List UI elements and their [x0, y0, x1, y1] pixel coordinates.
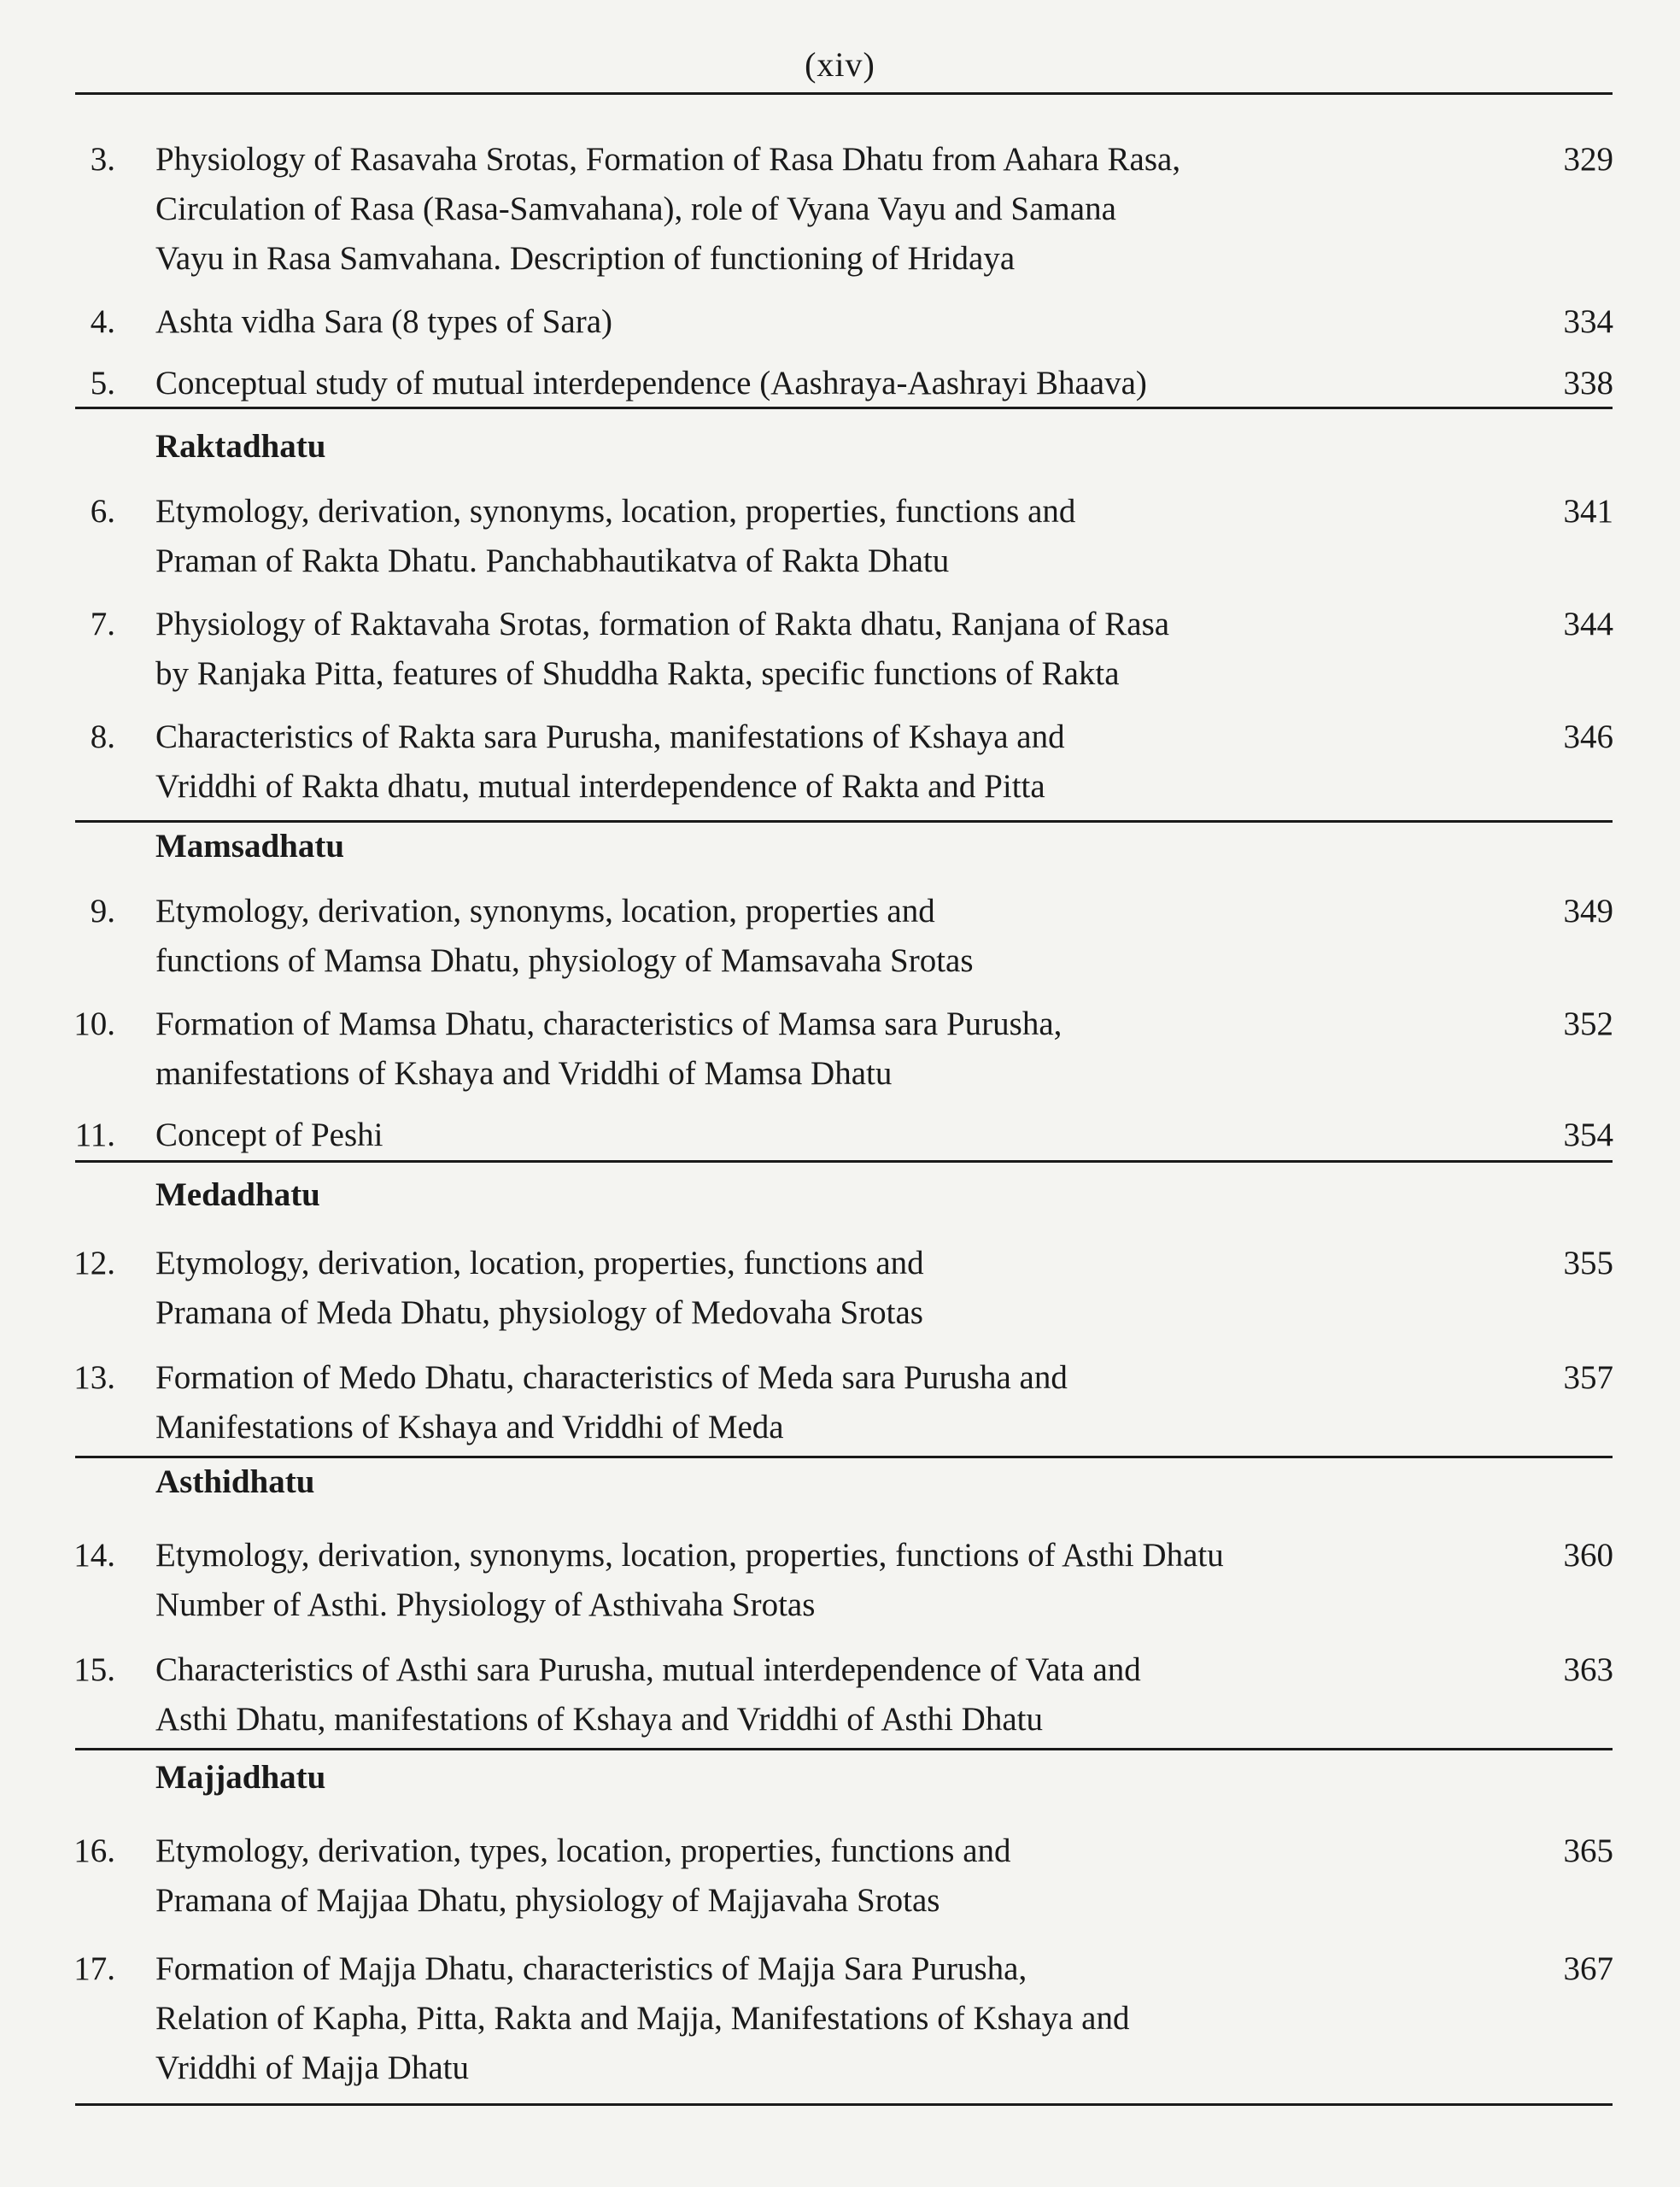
entry-number: 16.: [73, 1832, 115, 1869]
entry-page-number: 357: [1563, 1359, 1613, 1396]
entry-number: 13.: [73, 1359, 115, 1396]
entry-number: 5.: [90, 365, 115, 402]
entry-number: 12.: [73, 1245, 115, 1281]
section-rule: [75, 1748, 1613, 1750]
section-heading-medadhatu: Medadhatu: [155, 1176, 320, 1213]
entry-page-number: 360: [1563, 1537, 1613, 1574]
section-heading-asthidhatu: Asthidhatu: [155, 1463, 315, 1500]
entry-line: Formation of Majja Dhatu, characteristics of Majja Sara Purusha,: [155, 1950, 1027, 1987]
page-folio: (xiv): [805, 45, 875, 84]
entry-page-number: 341: [1563, 493, 1613, 530]
entry-page-number: 363: [1563, 1651, 1613, 1688]
entry-number: 14.: [73, 1537, 115, 1574]
entry-number: 11.: [74, 1117, 115, 1153]
entry-number: 6.: [90, 493, 115, 530]
entry-line: Formation of Mamsa Dhatu, characteristics of Mamsa sara Purusha,: [155, 1006, 1062, 1042]
section-rule: [75, 1160, 1613, 1163]
entry-text: [155, 1239, 1488, 1338]
entry-line: Vriddhi of Rakta dhatu, mutual interdependence of Rakta and Pitta: [155, 768, 1045, 805]
entry-page-number: 355: [1563, 1245, 1613, 1281]
entry-line: Ashta vidha Sara (8 types of Sara): [155, 303, 613, 340]
entry-line: Number of Asthi. Physiology of Asthivaha Srotas: [155, 1586, 816, 1623]
entry-text: [155, 600, 1488, 699]
entry-line: Etymology, derivation, synonyms, location, properties, functions and: [155, 493, 1076, 530]
entry-page-number: 354: [1563, 1117, 1613, 1153]
entry-text: [155, 1000, 1488, 1099]
entry-line: Relation of Kapha, Pitta, Rakta and Majja, Manifestations of Kshaya and: [155, 2000, 1130, 2037]
entry-number: 10.: [73, 1006, 115, 1042]
entry-text: [155, 1353, 1488, 1452]
entry-line: Etymology, derivation, synonyms, location, properties, functions of Asthi Dhatu: [155, 1537, 1224, 1574]
entry-number: 3.: [90, 141, 115, 178]
entry-number: 8.: [90, 718, 115, 755]
entry-text: [155, 1111, 1488, 1160]
entry-page-number: 346: [1563, 718, 1613, 755]
entry-line: Manifestations of Kshaya and Vriddhi of Meda: [155, 1409, 784, 1445]
entry-text: [155, 1531, 1488, 1630]
entry-page-number: 367: [1563, 1950, 1613, 1987]
entry-text: [155, 487, 1488, 586]
entry-number: 9.: [90, 893, 115, 929]
entry-text: [155, 1944, 1488, 2093]
entry-page-number: 329: [1563, 141, 1613, 178]
entry-line: Asthi Dhatu, manifestations of Kshaya and Vriddhi of Asthi Dhatu: [155, 1701, 1043, 1738]
entry-line: Conceptual study of mutual interdependence (Aashraya-Aashrayi Bhaava): [155, 365, 1147, 402]
entry-number: 15.: [73, 1651, 115, 1688]
entry-line: Physiology of Rasavaha Srotas, Formation of Rasa Dhatu from Aahara Rasa,: [155, 141, 1181, 178]
section-heading-mamsadhatu: Mamsadhatu: [155, 828, 345, 865]
entry-line: Characteristics of Rakta sara Purusha, manifestations of Kshaya and: [155, 718, 1065, 755]
header-rule: [75, 92, 1613, 95]
section-heading-majjadhatu: Majjadhatu: [155, 1759, 326, 1796]
entry-line: Etymology, derivation, location, properties, functions and: [155, 1245, 924, 1281]
entry-line: functions of Mamsa Dhatu, physiology of Mamsavaha Srotas: [155, 942, 974, 979]
entry-line: manifestations of Kshaya and Vriddhi of Mamsa Dhatu: [155, 1055, 893, 1092]
entry-page-number: 365: [1563, 1832, 1613, 1869]
entry-page-number: 338: [1563, 365, 1613, 402]
entry-line: by Ranjaka Pitta, features of Shuddha Rakta, specific functions of Rakta: [155, 655, 1120, 692]
entry-line: Etymology, derivation, synonyms, location, properties and: [155, 893, 935, 929]
entry-page-number: 344: [1563, 606, 1613, 642]
entry-page-number: 349: [1563, 893, 1613, 929]
entry-line: Vriddhi of Majja Dhatu: [155, 2049, 469, 2086]
entry-text: [155, 887, 1488, 986]
entry-number: 17.: [73, 1950, 115, 1987]
entry-page-number: 352: [1563, 1006, 1613, 1042]
entry-text: [155, 1645, 1488, 1744]
entry-line: Formation of Medo Dhatu, characteristics of Meda sara Purusha and: [155, 1359, 1068, 1396]
entry-line: Physiology of Raktavaha Srotas, formation of Rakta dhatu, Ranjana of Rasa: [155, 606, 1170, 642]
entry-page-number: 334: [1563, 303, 1613, 340]
section-heading-raktadhatu: Raktadhatu: [155, 428, 326, 465]
entry-line: Concept of Peshi: [155, 1117, 383, 1153]
entry-line: Praman of Rakta Dhatu. Panchabhautikatva of Rakta Dhatu: [155, 542, 950, 579]
entry-line: Characteristics of Asthi sara Purusha, mutual interdependence of Vata and: [155, 1651, 1141, 1688]
entry-line: Pramana of Meda Dhatu, physiology of Medovaha Srotas: [155, 1294, 923, 1331]
entry-line: Pramana of Majjaa Dhatu, physiology of Majjavaha Srotas: [155, 1882, 940, 1919]
entry-line: Etymology, derivation, types, location, properties, functions and: [155, 1832, 1011, 1869]
entry-text: [155, 1826, 1488, 1926]
entry-text: [155, 359, 1488, 408]
entry-number: 4.: [90, 303, 115, 340]
footer-rule: [75, 2103, 1613, 2106]
entry-text: [155, 297, 1488, 347]
entry-text: [155, 135, 1488, 284]
entry-line: Vayu in Rasa Samvahana. Description of functioning of Hridaya: [155, 240, 1016, 277]
section-rule: [75, 407, 1613, 409]
entry-number: 7.: [90, 606, 115, 642]
entry-line: Circulation of Rasa (Rasa-Samvahana), role of Vyana Vayu and Samana: [155, 191, 1116, 227]
entry-text: [155, 712, 1488, 812]
